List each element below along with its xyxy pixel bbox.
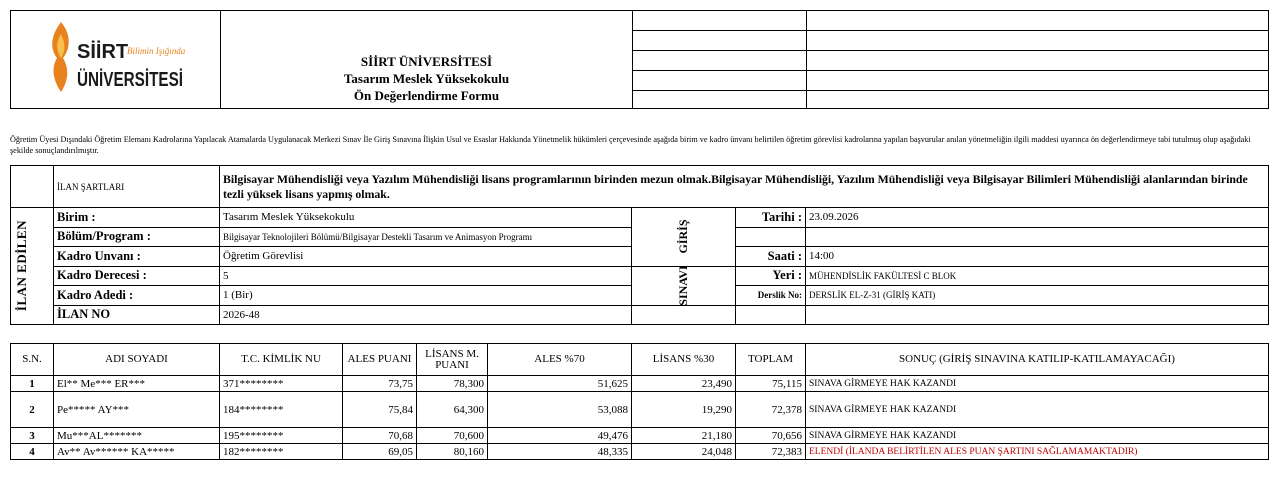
row-ales70: 51,625	[488, 376, 632, 392]
header-empty-cell	[807, 31, 1269, 51]
birim-value: Tasarım Meslek Yüksekokulu	[220, 208, 632, 228]
col-toplam: TOPLAM	[736, 344, 806, 376]
logo-text-top: SİİRT	[76, 41, 128, 63]
row-ales: 70,68	[343, 428, 417, 444]
col-sonuc: SONUÇ (GİRİŞ SINAVINA KATILIP-KATILAMAYACAĞI)	[806, 344, 1269, 376]
row-ales: 73,75	[343, 376, 417, 392]
table-row	[11, 428, 1269, 444]
row-tc: 371********	[220, 376, 343, 392]
header-empty-cell	[633, 51, 807, 71]
row-sn: 4	[11, 444, 54, 460]
header-empty-cell	[633, 31, 807, 51]
ilan-no-value: 2026-48	[220, 305, 632, 325]
saati-label: Saati :	[736, 247, 806, 267]
table-row	[11, 392, 1269, 428]
empty-cell	[736, 305, 806, 325]
empty-cell	[806, 305, 1269, 325]
intro-paragraph: Öğretim Üyesi Dışındaki Öğretim Elemanı Kadrolarına Yapılacak Atamalarda Uygulanacak Merkezi Sınav İle Giriş Sınavına İlişkin Usul ve Esaslar Hakkında Yönetmelik hükümleri çerçevesinde aşağıda birim ve kadro ünvanı belirtilen öğretim görevlisi kadrolarına yapılan başvurular anılan yönetmeliğin ilgili maddesi uyarınca ön değerlendirmeye tabi tutulmuş olup aşağıdaki şekilde sonuçlandırılmıştır.	[10, 135, 1251, 155]
row-name: Mu***AL*******	[54, 428, 220, 444]
empty-cell	[736, 227, 806, 247]
table-row	[11, 376, 1269, 392]
col-sn: S.N.	[11, 344, 54, 376]
derece-value: 5	[220, 266, 632, 286]
row-name: El** Me*** ER***	[54, 376, 220, 392]
header-empty-cell	[807, 11, 1269, 31]
bolum-value: Bilgisayar Teknolojileri Bölümü/Bilgisayar Destekli Tasarım ve Animasyon Programı	[220, 227, 632, 247]
derece-label: Kadro Derecesi :	[54, 266, 220, 286]
unvan-label: Kadro Unvanı :	[54, 247, 220, 267]
giris-line1: GİRİŞ	[676, 219, 690, 254]
adet-label: Kadro Adedi :	[54, 286, 220, 306]
derslik-value: DERSLİK EL-Z-31 (GİRİŞ KATI)	[806, 286, 1269, 306]
row-lisans30: 24,048	[632, 444, 736, 460]
row-tc: 184********	[220, 392, 343, 428]
row-sonuc: SINAVA GİRMEYE HAK KAZANDI	[806, 428, 1269, 444]
ilan-sartlari-label: İLAN ŞARTLARI	[54, 166, 220, 208]
row-tc: 182********	[220, 444, 343, 460]
adet-value: 1 (Bir)	[220, 286, 632, 306]
unvan-value: Öğretim Görevlisi	[220, 247, 632, 267]
col-ales: ALES PUANI	[343, 344, 417, 376]
row-toplam: 72,383	[736, 444, 806, 460]
ilan-no-label: İLAN NO	[54, 305, 220, 325]
row-sn: 1	[11, 376, 54, 392]
ilan-edilen-cell	[11, 208, 54, 325]
logo-text-bottom: ÜNİVERSİTESİ	[76, 69, 216, 91]
results-header-row	[11, 344, 1269, 376]
row-lisans: 70,600	[417, 428, 488, 444]
tarih-value: 23.09.2026	[806, 208, 1269, 228]
col-lisans	[417, 344, 488, 376]
giris-line2: SINAVI	[676, 265, 690, 306]
ilan-sartlari-text: Bilgisayar Mühendisliği veya Yazılım Mühendisliği lisans programlarının birinden mezun olmak.Bilgisayar Mühendisliği, Yazılım Mühendisliği veya Bilgisayar Bilimleri Mühendisliği alanlarından birinde tezli yüksek lisans yapmış olmak.	[220, 166, 1269, 208]
logo-cell	[11, 11, 221, 109]
university-logo	[41, 16, 216, 98]
row-ales70: 48,335	[488, 444, 632, 460]
title-line2: Tasarım Meslek Yüksekokulu	[343, 71, 510, 86]
title-line3: Ön Değerlendirme Formu	[353, 88, 500, 103]
col-tc: T.C. KİMLİK NU	[220, 344, 343, 376]
row-ales70: 49,476	[488, 428, 632, 444]
tarih-label: Tarihi :	[736, 208, 806, 228]
col-ad: ADI SOYADI	[54, 344, 220, 376]
row-lisans: 64,300	[417, 392, 488, 428]
row-sonuc: SINAVA GİRMEYE HAK KAZANDI	[806, 376, 1269, 392]
logo-script: Bilimin Işığında	[126, 46, 185, 56]
row-toplam: 75,115	[736, 376, 806, 392]
header-empty-cell	[807, 51, 1269, 71]
row-ales: 69,05	[343, 444, 417, 460]
row-sn: 3	[11, 428, 54, 444]
row-toplam: 72,378	[736, 392, 806, 428]
header-empty-cell	[807, 91, 1269, 109]
announcement-info-table	[10, 165, 1269, 325]
row-sn: 2	[11, 392, 54, 428]
giris-sinavi-label-2	[632, 266, 736, 305]
row-tc: 195********	[220, 428, 343, 444]
yeri-label: Yeri :	[736, 266, 806, 286]
row-toplam: 70,656	[736, 428, 806, 444]
row-sonuc: SINAVA GİRMEYE HAK KAZANDI	[806, 392, 1269, 428]
yeri-value: MÜHENDİSLİK FAKÜLTESİ C BLOK	[806, 266, 1269, 286]
col-lisans-line1: LİSANS M.	[425, 347, 479, 360]
header-empty-cell	[633, 11, 807, 31]
header-empty-cell	[633, 71, 807, 91]
row-lisans: 80,160	[417, 444, 488, 460]
empty-cell	[806, 227, 1269, 247]
title-line1: SİİRT ÜNİVERSİTESİ	[360, 54, 493, 69]
row-sonuc: ELENDİ (İLANDA BELİRTİLEN ALES PUAN ŞARTINI SAĞLAMAMAKTADIR)	[806, 444, 1269, 460]
table-row	[11, 444, 1269, 460]
row-lisans30: 21,180	[632, 428, 736, 444]
form-header	[10, 10, 1269, 109]
results-table	[10, 343, 1269, 460]
form-title	[221, 11, 633, 109]
row-name: Pe***** AY***	[54, 392, 220, 428]
row-ales70: 53,088	[488, 392, 632, 428]
bolum-label: Bölüm/Program :	[54, 227, 220, 247]
header-empty-cell	[807, 71, 1269, 91]
col-lisans-line2: PUANI	[435, 358, 469, 371]
empty-cell	[11, 166, 54, 208]
derslik-label: Derslik No:	[736, 286, 806, 306]
row-ales: 75,84	[343, 392, 417, 428]
header-empty-cell	[633, 91, 807, 109]
row-lisans30: 19,290	[632, 392, 736, 428]
row-name: Av** Av****** KA*****	[54, 444, 220, 460]
row-lisans: 78,300	[417, 376, 488, 392]
col-lisans30: LİSANS %30	[632, 344, 736, 376]
saati-value: 14:00	[806, 247, 1269, 267]
birim-label: Birim :	[54, 208, 220, 228]
ilan-edilen-label: İLAN EDİLEN	[14, 220, 29, 312]
row-lisans30: 23,490	[632, 376, 736, 392]
col-ales70: ALES %70	[488, 344, 632, 376]
